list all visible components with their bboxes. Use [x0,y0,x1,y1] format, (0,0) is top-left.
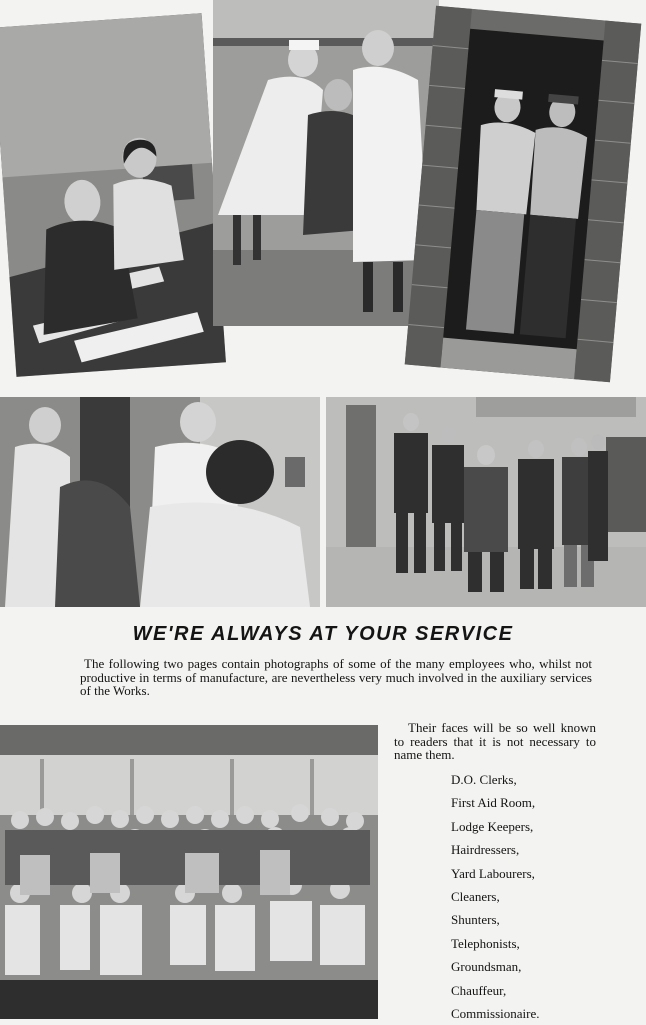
services-list-item: Hairdressers, [451,842,520,858]
services-list-item: D.O. Clerks, [451,772,517,787]
services-list-item: Chauffeur, [451,982,507,998]
photo-yard-labourers [326,397,646,607]
services-list-item: Cleaners, [451,889,500,905]
services-list-item: Yard Labourers, [451,865,535,881]
services-list [451,768,539,1025]
services-list-item: Telephonists, [451,935,520,951]
photo-group-coach [0,725,378,1019]
photo-first-aid-room [213,0,439,326]
page-heading: WE'RE ALWAYS AT YOUR SERVICE [132,623,514,645]
services-list-item: Lodge Keepers, [451,818,534,834]
intro-paragraph: The following two pages contain photographs of some of the many employees who, whilst not productive in terms of manufacture, are nevertheless very much involved in the auxiliary services of the Works. [80,656,592,698]
photo-lodge-keepers [405,6,642,383]
services-list-item: First Aid Room, [451,795,536,811]
aside-paragraph: Their faces will be so well known to readers that it is not necessary to name them. [394,720,596,762]
services-list-item: Groundsman, [451,959,522,975]
services-list-item: Commissionaire. [451,1006,540,1022]
photo-clerks [0,13,226,377]
photo-hairdressers [0,397,320,607]
services-list-item: Shunters, [451,912,500,928]
